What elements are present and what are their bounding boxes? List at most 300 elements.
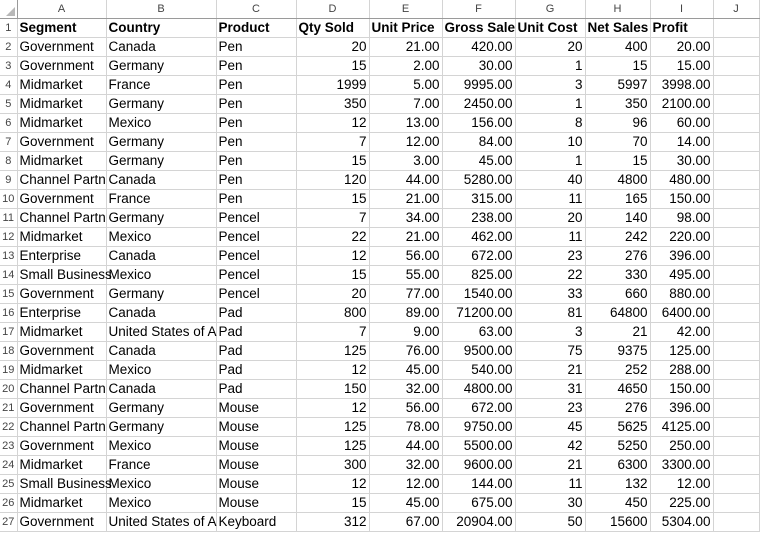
- cell-segment[interactable]: Government: [17, 284, 106, 303]
- cell-net-sales[interactable]: 96: [585, 113, 650, 132]
- column-header-b[interactable]: B: [106, 0, 216, 18]
- cell-product[interactable]: Pencel: [216, 246, 296, 265]
- cell-profit[interactable]: 396.00: [650, 398, 713, 417]
- cell-qty-sold[interactable]: 125: [296, 417, 369, 436]
- cell-profit[interactable]: 150.00: [650, 379, 713, 398]
- cell-segment[interactable]: Midmarket: [17, 360, 106, 379]
- cell-segment[interactable]: Government: [17, 512, 106, 531]
- cell-segment[interactable]: Midmarket: [17, 151, 106, 170]
- cell-qty-sold[interactable]: 12: [296, 398, 369, 417]
- cell-product[interactable]: Pen: [216, 151, 296, 170]
- cell-qty-sold[interactable]: 20: [296, 37, 369, 56]
- cell-profit[interactable]: 4125.00: [650, 417, 713, 436]
- cell-net-sales[interactable]: 5625: [585, 417, 650, 436]
- cell-country[interactable]: Canada: [106, 170, 216, 189]
- cell-profit[interactable]: 14.00: [650, 132, 713, 151]
- cell-profit[interactable]: 3300.00: [650, 455, 713, 474]
- cell-country[interactable]: Canada: [106, 303, 216, 322]
- cell-qty-sold[interactable]: 12: [296, 113, 369, 132]
- cell-unit-cost[interactable]: 75: [515, 341, 585, 360]
- cell-empty[interactable]: [713, 113, 759, 132]
- cell-product[interactable]: Pencel: [216, 227, 296, 246]
- cell-qty-sold[interactable]: 300: [296, 455, 369, 474]
- row-header[interactable]: 10: [0, 189, 17, 208]
- cell-empty[interactable]: [713, 398, 759, 417]
- cell-gross-sale[interactable]: 30.00: [442, 56, 515, 75]
- cell-product[interactable]: Pen: [216, 75, 296, 94]
- row-header[interactable]: 11: [0, 208, 17, 227]
- cell-empty[interactable]: [713, 208, 759, 227]
- cell-profit[interactable]: 220.00: [650, 227, 713, 246]
- cell-unit-cost[interactable]: 45: [515, 417, 585, 436]
- cell-qty-sold[interactable]: 12: [296, 246, 369, 265]
- cell-segment[interactable]: Midmarket: [17, 75, 106, 94]
- cell-net-sales[interactable]: 64800: [585, 303, 650, 322]
- cell-unit-price[interactable]: 21.00: [369, 227, 442, 246]
- cell-profit[interactable]: 2100.00: [650, 94, 713, 113]
- cell-empty[interactable]: [713, 303, 759, 322]
- row-header[interactable]: 16: [0, 303, 17, 322]
- cell-empty[interactable]: [713, 265, 759, 284]
- cell-product[interactable]: Mouse: [216, 455, 296, 474]
- cell-net-sales[interactable]: 70: [585, 132, 650, 151]
- cell-gross-sale[interactable]: 420.00: [442, 37, 515, 56]
- cell-empty[interactable]: [713, 189, 759, 208]
- cell-unit-cost[interactable]: 31: [515, 379, 585, 398]
- cell-empty[interactable]: [713, 56, 759, 75]
- cell-gross-sale[interactable]: 2450.00: [442, 94, 515, 113]
- cell-unit-cost[interactable]: 22: [515, 265, 585, 284]
- cell-product[interactable]: Mouse: [216, 398, 296, 417]
- cell-product[interactable]: Mouse: [216, 474, 296, 493]
- cell-product[interactable]: Pen: [216, 94, 296, 113]
- cell-profit[interactable]: 15.00: [650, 56, 713, 75]
- cell-profit[interactable]: 288.00: [650, 360, 713, 379]
- cell-unit-price[interactable]: 12.00: [369, 132, 442, 151]
- row-header[interactable]: 5: [0, 94, 17, 113]
- cell-qty-sold[interactable]: 7: [296, 208, 369, 227]
- cell-header-product[interactable]: Product: [216, 18, 296, 37]
- cell-qty-sold[interactable]: 120: [296, 170, 369, 189]
- cell-unit-price[interactable]: 2.00: [369, 56, 442, 75]
- cell-profit[interactable]: 250.00: [650, 436, 713, 455]
- cell-unit-price[interactable]: 12.00: [369, 474, 442, 493]
- cell-segment[interactable]: Government: [17, 341, 106, 360]
- row-header[interactable]: 9: [0, 170, 17, 189]
- cell-net-sales[interactable]: 15: [585, 151, 650, 170]
- cell-unit-price[interactable]: 67.00: [369, 512, 442, 531]
- cell-unit-price[interactable]: 78.00: [369, 417, 442, 436]
- cell-gross-sale[interactable]: 63.00: [442, 322, 515, 341]
- cell-unit-cost[interactable]: 33: [515, 284, 585, 303]
- row-header[interactable]: 21: [0, 398, 17, 417]
- cell-net-sales[interactable]: 6300: [585, 455, 650, 474]
- cell-product[interactable]: Pen: [216, 113, 296, 132]
- cell-header-empty[interactable]: [713, 18, 759, 37]
- cell-net-sales[interactable]: 660: [585, 284, 650, 303]
- cell-net-sales[interactable]: 15: [585, 56, 650, 75]
- column-header-f[interactable]: F: [442, 0, 515, 18]
- cell-country[interactable]: Mexico: [106, 265, 216, 284]
- cell-header-unit-cost[interactable]: Unit Cost: [515, 18, 585, 37]
- cell-product[interactable]: Mouse: [216, 493, 296, 512]
- row-header[interactable]: 6: [0, 113, 17, 132]
- cell-unit-cost[interactable]: 1: [515, 94, 585, 113]
- cell-gross-sale[interactable]: 5280.00: [442, 170, 515, 189]
- cell-qty-sold[interactable]: 312: [296, 512, 369, 531]
- cell-unit-price[interactable]: 32.00: [369, 455, 442, 474]
- cell-net-sales[interactable]: 21: [585, 322, 650, 341]
- row-header[interactable]: 3: [0, 56, 17, 75]
- cell-unit-price[interactable]: 45.00: [369, 493, 442, 512]
- cell-unit-cost[interactable]: 81: [515, 303, 585, 322]
- cell-empty[interactable]: [713, 246, 759, 265]
- cell-unit-cost[interactable]: 21: [515, 360, 585, 379]
- cell-gross-sale[interactable]: 672.00: [442, 246, 515, 265]
- cell-gross-sale[interactable]: 20904.00: [442, 512, 515, 531]
- cell-profit[interactable]: 20.00: [650, 37, 713, 56]
- cell-unit-cost[interactable]: 3: [515, 322, 585, 341]
- cell-net-sales[interactable]: 15600: [585, 512, 650, 531]
- column-header-g[interactable]: G: [515, 0, 585, 18]
- cell-segment[interactable]: Small Business: [17, 474, 106, 493]
- cell-segment[interactable]: Government: [17, 398, 106, 417]
- cell-product[interactable]: Keyboard: [216, 512, 296, 531]
- cell-unit-cost[interactable]: 30: [515, 493, 585, 512]
- cell-country[interactable]: Germany: [106, 284, 216, 303]
- cell-gross-sale[interactable]: 238.00: [442, 208, 515, 227]
- cell-empty[interactable]: [713, 436, 759, 455]
- cell-unit-cost[interactable]: 50: [515, 512, 585, 531]
- cell-profit[interactable]: 12.00: [650, 474, 713, 493]
- cell-empty[interactable]: [713, 360, 759, 379]
- cell-profit[interactable]: 5304.00: [650, 512, 713, 531]
- cell-gross-sale[interactable]: 9600.00: [442, 455, 515, 474]
- cell-profit[interactable]: 3998.00: [650, 75, 713, 94]
- cell-country[interactable]: Mexico: [106, 474, 216, 493]
- cell-unit-price[interactable]: 9.00: [369, 322, 442, 341]
- column-header-c[interactable]: C: [216, 0, 296, 18]
- cell-country[interactable]: Canada: [106, 341, 216, 360]
- row-header[interactable]: 8: [0, 151, 17, 170]
- cell-country[interactable]: France: [106, 455, 216, 474]
- cell-profit[interactable]: 6400.00: [650, 303, 713, 322]
- row-header[interactable]: 18: [0, 341, 17, 360]
- cell-net-sales[interactable]: 252: [585, 360, 650, 379]
- cell-profit[interactable]: 225.00: [650, 493, 713, 512]
- cell-unit-cost[interactable]: 20: [515, 37, 585, 56]
- cell-unit-price[interactable]: 56.00: [369, 246, 442, 265]
- cell-qty-sold[interactable]: 12: [296, 360, 369, 379]
- cell-product[interactable]: Pencel: [216, 265, 296, 284]
- cell-empty[interactable]: [713, 474, 759, 493]
- cell-qty-sold[interactable]: 12: [296, 474, 369, 493]
- row-header[interactable]: 15: [0, 284, 17, 303]
- cell-unit-price[interactable]: 13.00: [369, 113, 442, 132]
- cell-net-sales[interactable]: 5997: [585, 75, 650, 94]
- cell-product[interactable]: Pad: [216, 303, 296, 322]
- cell-unit-price[interactable]: 21.00: [369, 189, 442, 208]
- cell-segment[interactable]: Channel Partn: [17, 417, 106, 436]
- cell-unit-price[interactable]: 34.00: [369, 208, 442, 227]
- cell-profit[interactable]: 880.00: [650, 284, 713, 303]
- cell-net-sales[interactable]: 242: [585, 227, 650, 246]
- cell-unit-cost[interactable]: 11: [515, 474, 585, 493]
- cell-net-sales[interactable]: 5250: [585, 436, 650, 455]
- cell-net-sales[interactable]: 4800: [585, 170, 650, 189]
- cell-country[interactable]: Germany: [106, 151, 216, 170]
- row-header[interactable]: 13: [0, 246, 17, 265]
- cell-qty-sold[interactable]: 15: [296, 493, 369, 512]
- cell-unit-price[interactable]: 44.00: [369, 170, 442, 189]
- cell-net-sales[interactable]: 330: [585, 265, 650, 284]
- cell-net-sales[interactable]: 4650: [585, 379, 650, 398]
- cell-gross-sale[interactable]: 9750.00: [442, 417, 515, 436]
- cell-product[interactable]: Pad: [216, 341, 296, 360]
- cell-header-unit-price[interactable]: Unit Price: [369, 18, 442, 37]
- cell-product[interactable]: Pencel: [216, 284, 296, 303]
- cell-qty-sold[interactable]: 20: [296, 284, 369, 303]
- column-header-d[interactable]: D: [296, 0, 369, 18]
- cell-empty[interactable]: [713, 322, 759, 341]
- cell-unit-price[interactable]: 3.00: [369, 151, 442, 170]
- cell-net-sales[interactable]: 276: [585, 246, 650, 265]
- cell-unit-price[interactable]: 7.00: [369, 94, 442, 113]
- cell-gross-sale[interactable]: 315.00: [442, 189, 515, 208]
- cell-segment[interactable]: Government: [17, 132, 106, 151]
- cell-country[interactable]: France: [106, 75, 216, 94]
- cell-empty[interactable]: [713, 284, 759, 303]
- cell-gross-sale[interactable]: 5500.00: [442, 436, 515, 455]
- cell-gross-sale[interactable]: 45.00: [442, 151, 515, 170]
- select-all-corner[interactable]: [0, 0, 17, 18]
- cell-empty[interactable]: [713, 493, 759, 512]
- cell-qty-sold[interactable]: 125: [296, 436, 369, 455]
- cell-segment[interactable]: Midmarket: [17, 322, 106, 341]
- cell-product[interactable]: Pencel: [216, 208, 296, 227]
- cell-empty[interactable]: [713, 37, 759, 56]
- cell-profit[interactable]: 495.00: [650, 265, 713, 284]
- cell-country[interactable]: Germany: [106, 94, 216, 113]
- cell-gross-sale[interactable]: 540.00: [442, 360, 515, 379]
- cell-unit-cost[interactable]: 11: [515, 189, 585, 208]
- cell-profit[interactable]: 480.00: [650, 170, 713, 189]
- cell-gross-sale[interactable]: 462.00: [442, 227, 515, 246]
- cell-gross-sale[interactable]: 156.00: [442, 113, 515, 132]
- cell-country[interactable]: Germany: [106, 132, 216, 151]
- cell-empty[interactable]: [713, 341, 759, 360]
- cell-unit-price[interactable]: 21.00: [369, 37, 442, 56]
- cell-profit[interactable]: 396.00: [650, 246, 713, 265]
- cell-empty[interactable]: [713, 512, 759, 531]
- row-header[interactable]: 4: [0, 75, 17, 94]
- cell-segment[interactable]: Midmarket: [17, 227, 106, 246]
- cell-unit-price[interactable]: 44.00: [369, 436, 442, 455]
- cell-segment[interactable]: Enterprise: [17, 246, 106, 265]
- row-header[interactable]: 26: [0, 493, 17, 512]
- cell-unit-cost[interactable]: 3: [515, 75, 585, 94]
- cell-product[interactable]: Mouse: [216, 436, 296, 455]
- cell-net-sales[interactable]: 165: [585, 189, 650, 208]
- cell-empty[interactable]: [713, 379, 759, 398]
- cell-country[interactable]: Mexico: [106, 113, 216, 132]
- cell-profit[interactable]: 125.00: [650, 341, 713, 360]
- cell-gross-sale[interactable]: 9995.00: [442, 75, 515, 94]
- cell-gross-sale[interactable]: 84.00: [442, 132, 515, 151]
- cell-product[interactable]: Pen: [216, 56, 296, 75]
- cell-gross-sale[interactable]: 825.00: [442, 265, 515, 284]
- row-header[interactable]: 24: [0, 455, 17, 474]
- cell-qty-sold[interactable]: 15: [296, 189, 369, 208]
- cell-net-sales[interactable]: 350: [585, 94, 650, 113]
- cell-unit-cost[interactable]: 1: [515, 56, 585, 75]
- column-header-h[interactable]: H: [585, 0, 650, 18]
- cell-country[interactable]: Mexico: [106, 360, 216, 379]
- cell-segment[interactable]: Government: [17, 436, 106, 455]
- cell-unit-cost[interactable]: 20: [515, 208, 585, 227]
- cell-qty-sold[interactable]: 7: [296, 132, 369, 151]
- cell-unit-price[interactable]: 55.00: [369, 265, 442, 284]
- cell-unit-cost[interactable]: 23: [515, 398, 585, 417]
- cell-gross-sale[interactable]: 672.00: [442, 398, 515, 417]
- cell-country[interactable]: Mexico: [106, 493, 216, 512]
- row-header[interactable]: 22: [0, 417, 17, 436]
- cell-unit-cost[interactable]: 10: [515, 132, 585, 151]
- cell-segment[interactable]: Midmarket: [17, 455, 106, 474]
- row-header[interactable]: 19: [0, 360, 17, 379]
- row-header[interactable]: 27: [0, 512, 17, 531]
- cell-segment[interactable]: Channel Partn: [17, 170, 106, 189]
- cell-gross-sale[interactable]: 9500.00: [442, 341, 515, 360]
- cell-country[interactable]: Germany: [106, 417, 216, 436]
- cell-qty-sold[interactable]: 800: [296, 303, 369, 322]
- cell-country[interactable]: Canada: [106, 37, 216, 56]
- cell-profit[interactable]: 150.00: [650, 189, 713, 208]
- cell-segment[interactable]: Enterprise: [17, 303, 106, 322]
- cell-profit[interactable]: 98.00: [650, 208, 713, 227]
- cell-net-sales[interactable]: 400: [585, 37, 650, 56]
- cell-segment[interactable]: Midmarket: [17, 113, 106, 132]
- cell-segment[interactable]: Channel Partn: [17, 379, 106, 398]
- column-header-e[interactable]: E: [369, 0, 442, 18]
- cell-unit-cost[interactable]: 21: [515, 455, 585, 474]
- row-header[interactable]: 7: [0, 132, 17, 151]
- cell-country[interactable]: Mexico: [106, 227, 216, 246]
- cell-net-sales[interactable]: 132: [585, 474, 650, 493]
- cell-country[interactable]: United States of A: [106, 322, 216, 341]
- cell-country[interactable]: France: [106, 189, 216, 208]
- cell-header-profit[interactable]: Profit: [650, 18, 713, 37]
- cell-empty[interactable]: [713, 227, 759, 246]
- cell-unit-cost[interactable]: 11: [515, 227, 585, 246]
- cell-empty[interactable]: [713, 132, 759, 151]
- cell-unit-cost[interactable]: 1: [515, 151, 585, 170]
- row-header[interactable]: 12: [0, 227, 17, 246]
- cell-product[interactable]: Pen: [216, 37, 296, 56]
- cell-qty-sold[interactable]: 125: [296, 341, 369, 360]
- cell-product[interactable]: Pen: [216, 189, 296, 208]
- cell-segment[interactable]: Government: [17, 189, 106, 208]
- cell-qty-sold[interactable]: 15: [296, 151, 369, 170]
- cell-country[interactable]: United States of A: [106, 512, 216, 531]
- cell-header-qty-sold[interactable]: Qty Sold: [296, 18, 369, 37]
- cell-qty-sold[interactable]: 7: [296, 322, 369, 341]
- row-header[interactable]: 20: [0, 379, 17, 398]
- cell-unit-cost[interactable]: 42: [515, 436, 585, 455]
- cell-product[interactable]: Pad: [216, 322, 296, 341]
- cell-qty-sold[interactable]: 350: [296, 94, 369, 113]
- cell-unit-price[interactable]: 77.00: [369, 284, 442, 303]
- cell-profit[interactable]: 60.00: [650, 113, 713, 132]
- row-header[interactable]: 2: [0, 37, 17, 56]
- cell-gross-sale[interactable]: 144.00: [442, 474, 515, 493]
- cell-qty-sold[interactable]: 15: [296, 56, 369, 75]
- cell-unit-cost[interactable]: 8: [515, 113, 585, 132]
- cell-empty[interactable]: [713, 455, 759, 474]
- cell-net-sales[interactable]: 140: [585, 208, 650, 227]
- cell-unit-cost[interactable]: 23: [515, 246, 585, 265]
- cell-segment[interactable]: Channel Partn: [17, 208, 106, 227]
- cell-profit[interactable]: 42.00: [650, 322, 713, 341]
- cell-segment[interactable]: Midmarket: [17, 94, 106, 113]
- cell-country[interactable]: Germany: [106, 398, 216, 417]
- cell-gross-sale[interactable]: 4800.00: [442, 379, 515, 398]
- cell-qty-sold[interactable]: 150: [296, 379, 369, 398]
- cell-country[interactable]: Germany: [106, 56, 216, 75]
- cell-header-country[interactable]: Country: [106, 18, 216, 37]
- cell-unit-price[interactable]: 76.00: [369, 341, 442, 360]
- cell-unit-price[interactable]: 89.00: [369, 303, 442, 322]
- cell-net-sales[interactable]: 450: [585, 493, 650, 512]
- cell-net-sales[interactable]: 276: [585, 398, 650, 417]
- cell-header-net-sales[interactable]: Net Sales: [585, 18, 650, 37]
- row-header[interactable]: 17: [0, 322, 17, 341]
- cell-gross-sale[interactable]: 675.00: [442, 493, 515, 512]
- cell-empty[interactable]: [713, 151, 759, 170]
- cell-country[interactable]: Canada: [106, 246, 216, 265]
- cell-gross-sale[interactable]: 1540.00: [442, 284, 515, 303]
- cell-unit-cost[interactable]: 40: [515, 170, 585, 189]
- cell-profit[interactable]: 30.00: [650, 151, 713, 170]
- cell-country[interactable]: Canada: [106, 379, 216, 398]
- cell-net-sales[interactable]: 9375: [585, 341, 650, 360]
- row-header[interactable]: 25: [0, 474, 17, 493]
- column-header-i[interactable]: I: [650, 0, 713, 18]
- cell-country[interactable]: Mexico: [106, 436, 216, 455]
- cell-product[interactable]: Pen: [216, 132, 296, 151]
- column-header-j[interactable]: J: [713, 0, 759, 18]
- cell-product[interactable]: Pad: [216, 379, 296, 398]
- row-header[interactable]: 14: [0, 265, 17, 284]
- cell-gross-sale[interactable]: 71200.00: [442, 303, 515, 322]
- cell-empty[interactable]: [713, 170, 759, 189]
- cell-country[interactable]: Germany: [106, 208, 216, 227]
- cell-empty[interactable]: [713, 417, 759, 436]
- cell-segment[interactable]: Midmarket: [17, 493, 106, 512]
- cell-product[interactable]: Pen: [216, 170, 296, 189]
- cell-segment[interactable]: Small Business: [17, 265, 106, 284]
- row-header[interactable]: 1: [0, 18, 17, 37]
- cell-qty-sold[interactable]: 1999: [296, 75, 369, 94]
- cell-unit-price[interactable]: 5.00: [369, 75, 442, 94]
- cell-segment[interactable]: Government: [17, 56, 106, 75]
- cell-product[interactable]: Pad: [216, 360, 296, 379]
- row-header[interactable]: 23: [0, 436, 17, 455]
- cell-product[interactable]: Mouse: [216, 417, 296, 436]
- cell-qty-sold[interactable]: 15: [296, 265, 369, 284]
- cell-segment[interactable]: Government: [17, 37, 106, 56]
- cell-unit-price[interactable]: 45.00: [369, 360, 442, 379]
